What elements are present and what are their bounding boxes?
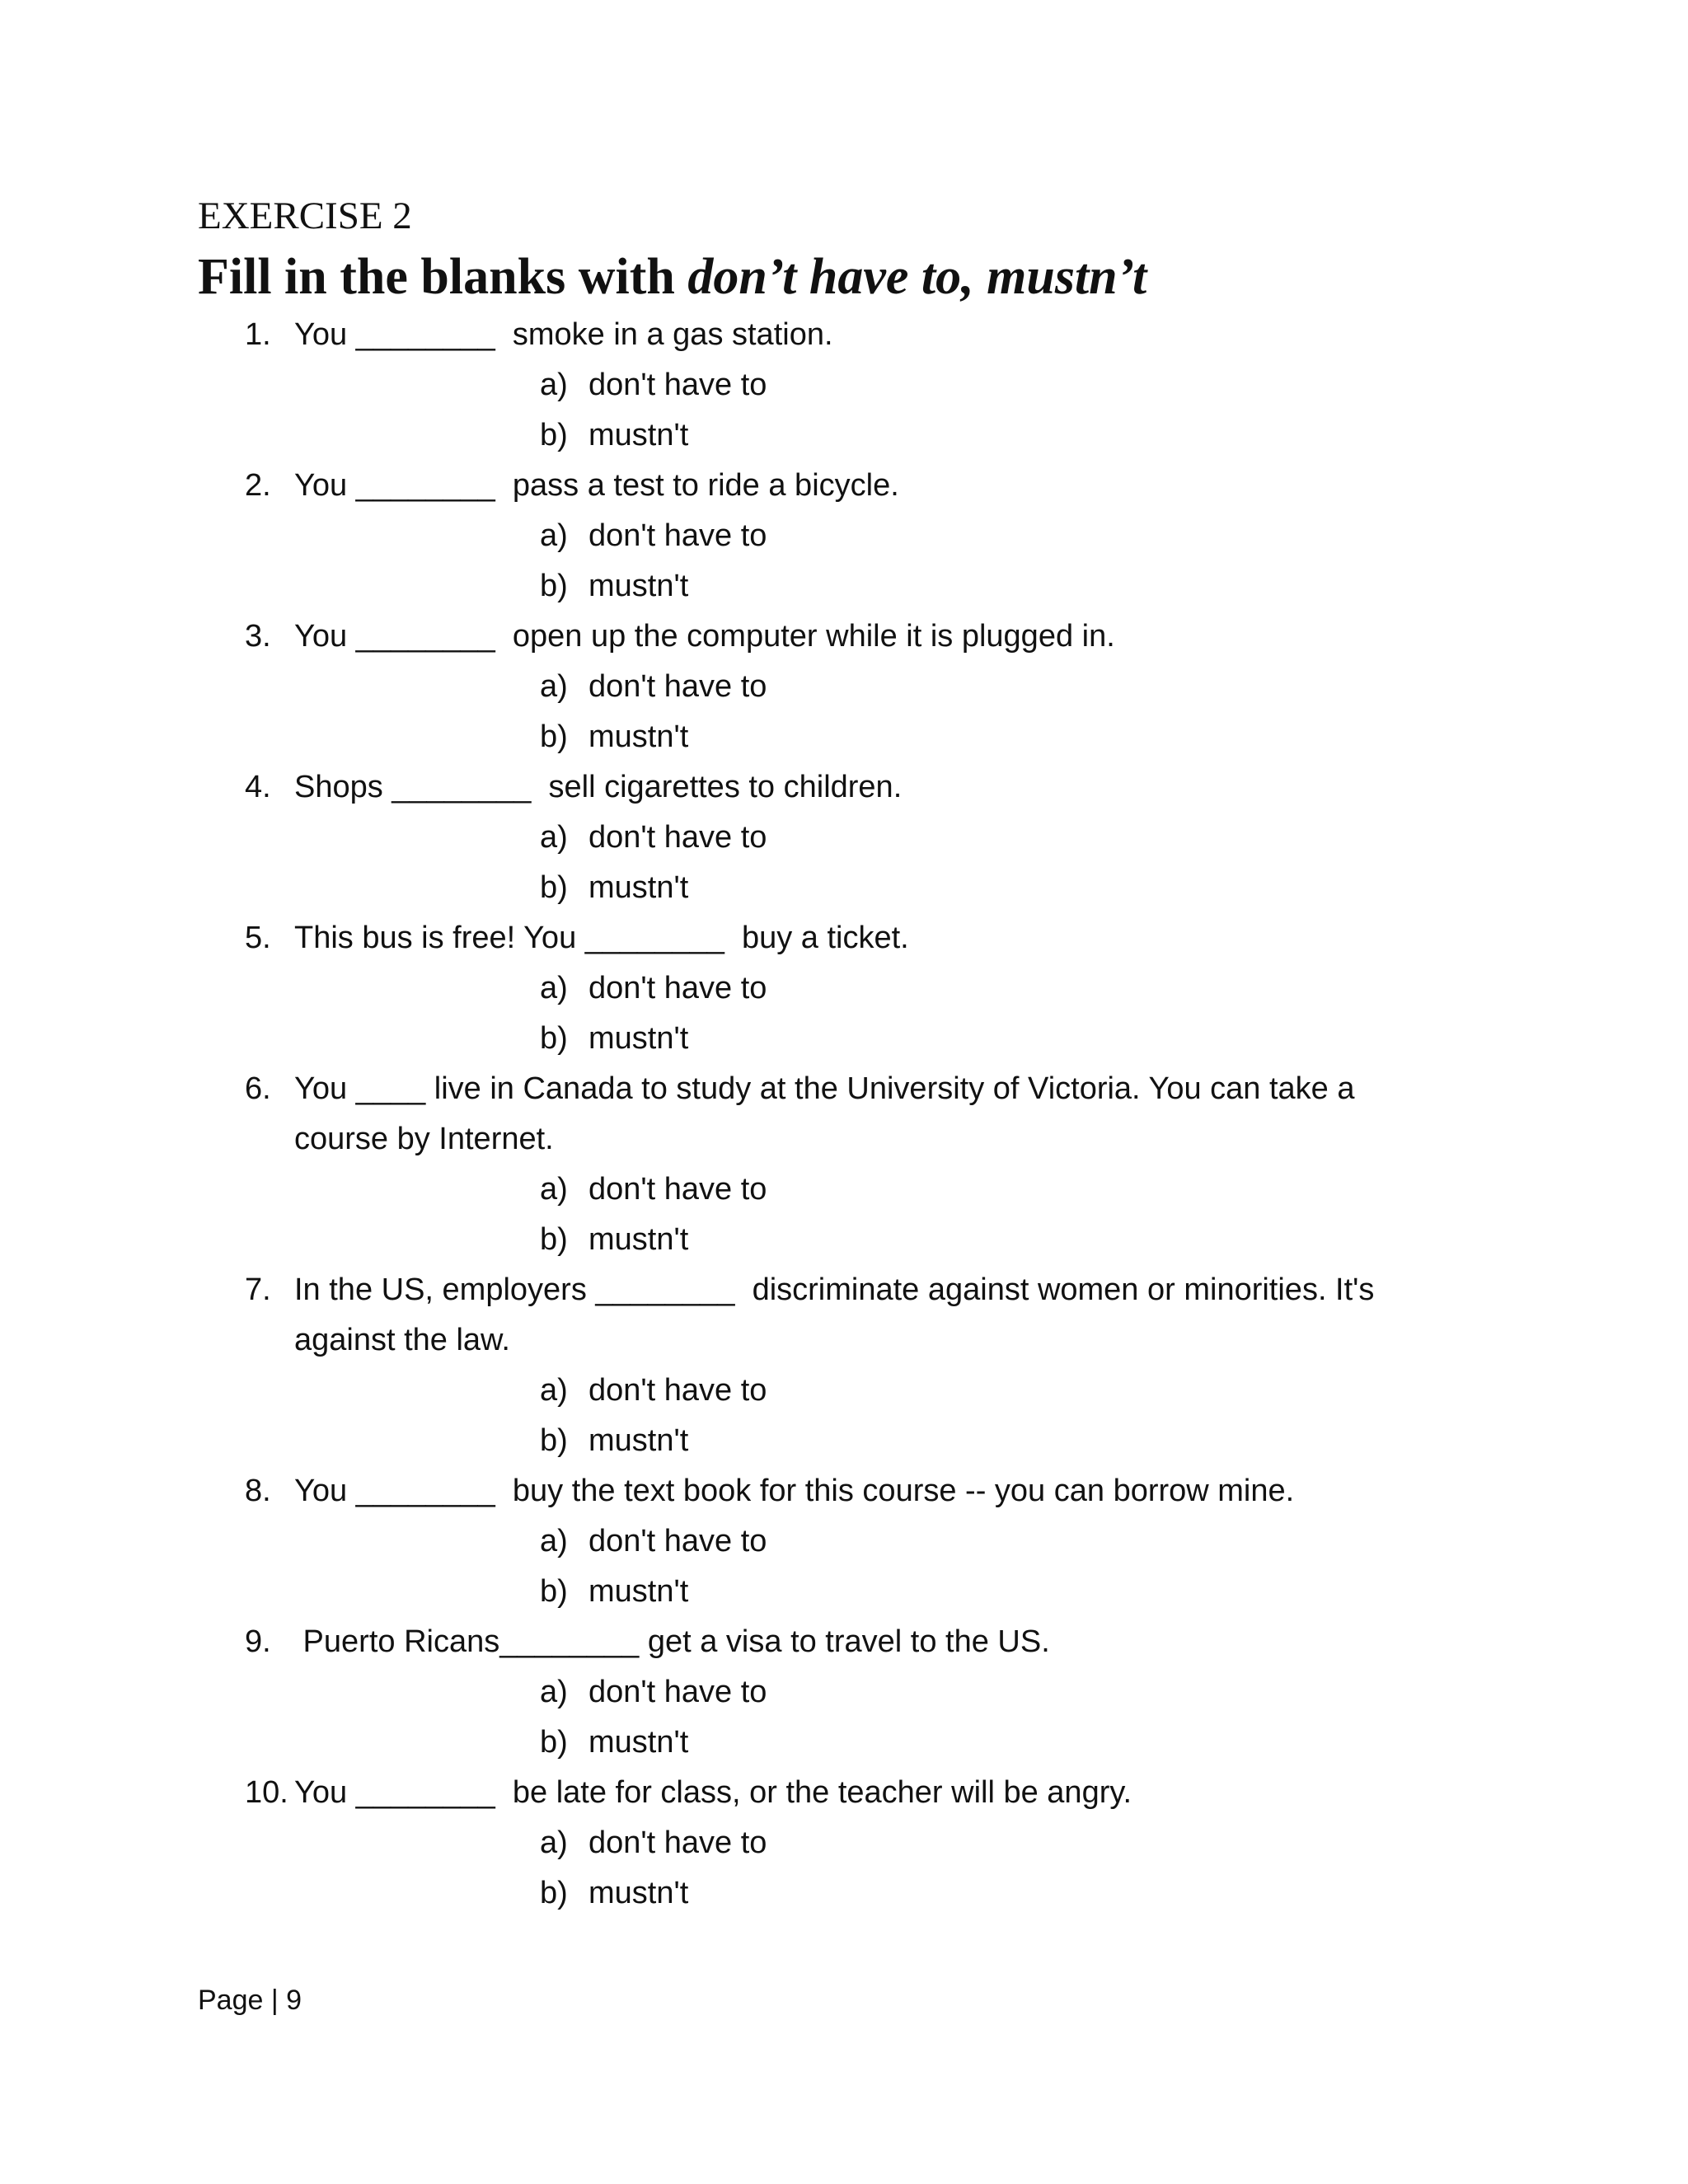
option-text: mustn't <box>588 1021 689 1056</box>
option-letter: b) <box>540 1725 568 1760</box>
question-text: You ________ open up the computer while it is plugged in. <box>294 619 1115 654</box>
option-letter: a) <box>540 669 568 704</box>
option-text: mustn't <box>588 870 689 905</box>
option-letter: b) <box>540 569 568 603</box>
answer-option[interactable] <box>0 1516 1688 1567</box>
question-line <box>0 1064 1688 1114</box>
option-text: don't have to <box>588 1524 767 1558</box>
question-text: Shops ________ sell cigarettes to children. <box>294 770 903 804</box>
option-text: mustn't <box>588 418 689 452</box>
option-letter: a) <box>540 368 568 402</box>
question-number: 3. <box>245 619 271 654</box>
question-number: 1. <box>245 317 271 352</box>
option-text: mustn't <box>588 1222 689 1257</box>
question-line <box>0 612 1688 662</box>
option-text: don't have to <box>588 518 767 553</box>
answer-option[interactable] <box>0 1718 1688 1768</box>
option-text: mustn't <box>588 1423 689 1458</box>
answer-option[interactable] <box>0 561 1688 612</box>
question-item <box>0 310 1688 461</box>
question-item <box>0 1617 1688 1768</box>
answer-option[interactable] <box>0 963 1688 1014</box>
answer-option[interactable] <box>0 1818 1688 1868</box>
instruction-heading <box>198 246 1146 308</box>
option-letter: b) <box>540 418 568 452</box>
question-number: 2. <box>245 468 271 503</box>
question-item <box>0 1064 1688 1265</box>
option-letter: b) <box>540 1222 568 1257</box>
question-item <box>0 762 1688 913</box>
answer-option[interactable] <box>0 1868 1688 1919</box>
question-number: 7. <box>245 1272 271 1307</box>
answer-option[interactable] <box>0 1667 1688 1718</box>
question-text: Puerto Ricans________ get a visa to travel to the US. <box>294 1624 1050 1659</box>
question-list <box>0 310 1688 1919</box>
answer-option[interactable] <box>0 1416 1688 1466</box>
option-text: don't have to <box>588 971 767 1005</box>
question-line <box>0 1768 1688 1818</box>
answer-option[interactable] <box>0 1215 1688 1265</box>
question-number: 9. <box>245 1624 271 1659</box>
option-text: mustn't <box>588 1725 689 1760</box>
question-item <box>0 612 1688 762</box>
option-text: mustn't <box>588 719 689 754</box>
option-text: don't have to <box>588 1172 767 1207</box>
page-number: Page | 9 <box>198 1985 302 2016</box>
question-line <box>0 1617 1688 1667</box>
question-text: course by Internet. <box>294 1122 554 1156</box>
question-item <box>0 1265 1688 1466</box>
instruction-prefix: Fill in the blanks with <box>198 249 688 305</box>
option-letter: b) <box>540 719 568 754</box>
answer-option[interactable] <box>0 1165 1688 1215</box>
answer-option[interactable] <box>0 511 1688 561</box>
option-letter: b) <box>540 1574 568 1609</box>
option-text: don't have to <box>588 1373 767 1408</box>
option-letter: a) <box>540 518 568 553</box>
answer-option[interactable] <box>0 813 1688 863</box>
option-letter: a) <box>540 1172 568 1207</box>
option-letter: b) <box>540 1021 568 1056</box>
option-text: mustn't <box>588 569 689 603</box>
question-number: 8. <box>245 1474 271 1508</box>
option-letter: a) <box>540 820 568 855</box>
question-line <box>0 762 1688 813</box>
exercise-label: EXERCISE 2 <box>198 194 412 237</box>
answer-option[interactable] <box>0 1366 1688 1416</box>
option-letter: a) <box>540 1524 568 1558</box>
option-text: don't have to <box>588 1825 767 1860</box>
option-text: don't have to <box>588 1675 767 1709</box>
question-item <box>0 1768 1688 1919</box>
question-number: 4. <box>245 770 271 804</box>
question-text: You ________ be late for class, or the teacher will be angry. <box>294 1775 1132 1810</box>
option-letter: b) <box>540 1423 568 1458</box>
question-number: 6. <box>245 1071 271 1106</box>
option-text: mustn't <box>588 1574 689 1609</box>
option-text: don't have to <box>588 820 767 855</box>
question-item <box>0 913 1688 1064</box>
question-text: against the law. <box>294 1323 510 1357</box>
answer-option[interactable] <box>0 410 1688 461</box>
question-text: You ____ live in Canada to study at the University of Victoria. You can take a <box>294 1071 1355 1106</box>
question-number: 10. <box>245 1775 288 1810</box>
option-letter: a) <box>540 1373 568 1408</box>
question-continuation-line <box>0 1114 1688 1165</box>
question-line <box>0 1466 1688 1516</box>
option-letter: a) <box>540 1675 568 1709</box>
question-text: You ________ pass a test to ride a bicycle. <box>294 468 899 503</box>
option-text: don't have to <box>588 669 767 704</box>
question-text: You ________ smoke in a gas station. <box>294 317 833 352</box>
option-letter: b) <box>540 870 568 905</box>
question-line <box>0 461 1688 511</box>
option-letter: b) <box>540 1876 568 1910</box>
answer-option[interactable] <box>0 1567 1688 1617</box>
question-number: 5. <box>245 921 271 955</box>
answer-option[interactable] <box>0 1014 1688 1064</box>
instruction-emphasis: don’t have to, mustn’t <box>687 249 1147 305</box>
question-line <box>0 1265 1688 1315</box>
option-text: don't have to <box>588 368 767 402</box>
option-text: mustn't <box>588 1876 689 1910</box>
question-text: You ________ buy the text book for this course -- you can borrow mine. <box>294 1474 1295 1508</box>
question-item <box>0 461 1688 612</box>
answer-option[interactable] <box>0 712 1688 762</box>
question-line <box>0 310 1688 360</box>
answer-option[interactable] <box>0 863 1688 913</box>
question-line <box>0 913 1688 963</box>
option-letter: a) <box>540 971 568 1005</box>
answer-option[interactable] <box>0 662 1688 712</box>
question-text: This bus is free! You ________ buy a ticket. <box>294 921 909 955</box>
answer-option[interactable] <box>0 360 1688 410</box>
option-letter: a) <box>540 1825 568 1860</box>
question-item <box>0 1466 1688 1617</box>
question-continuation-line <box>0 1315 1688 1366</box>
question-text: In the US, employers ________ discriminate against women or minorities. It's <box>294 1272 1375 1307</box>
